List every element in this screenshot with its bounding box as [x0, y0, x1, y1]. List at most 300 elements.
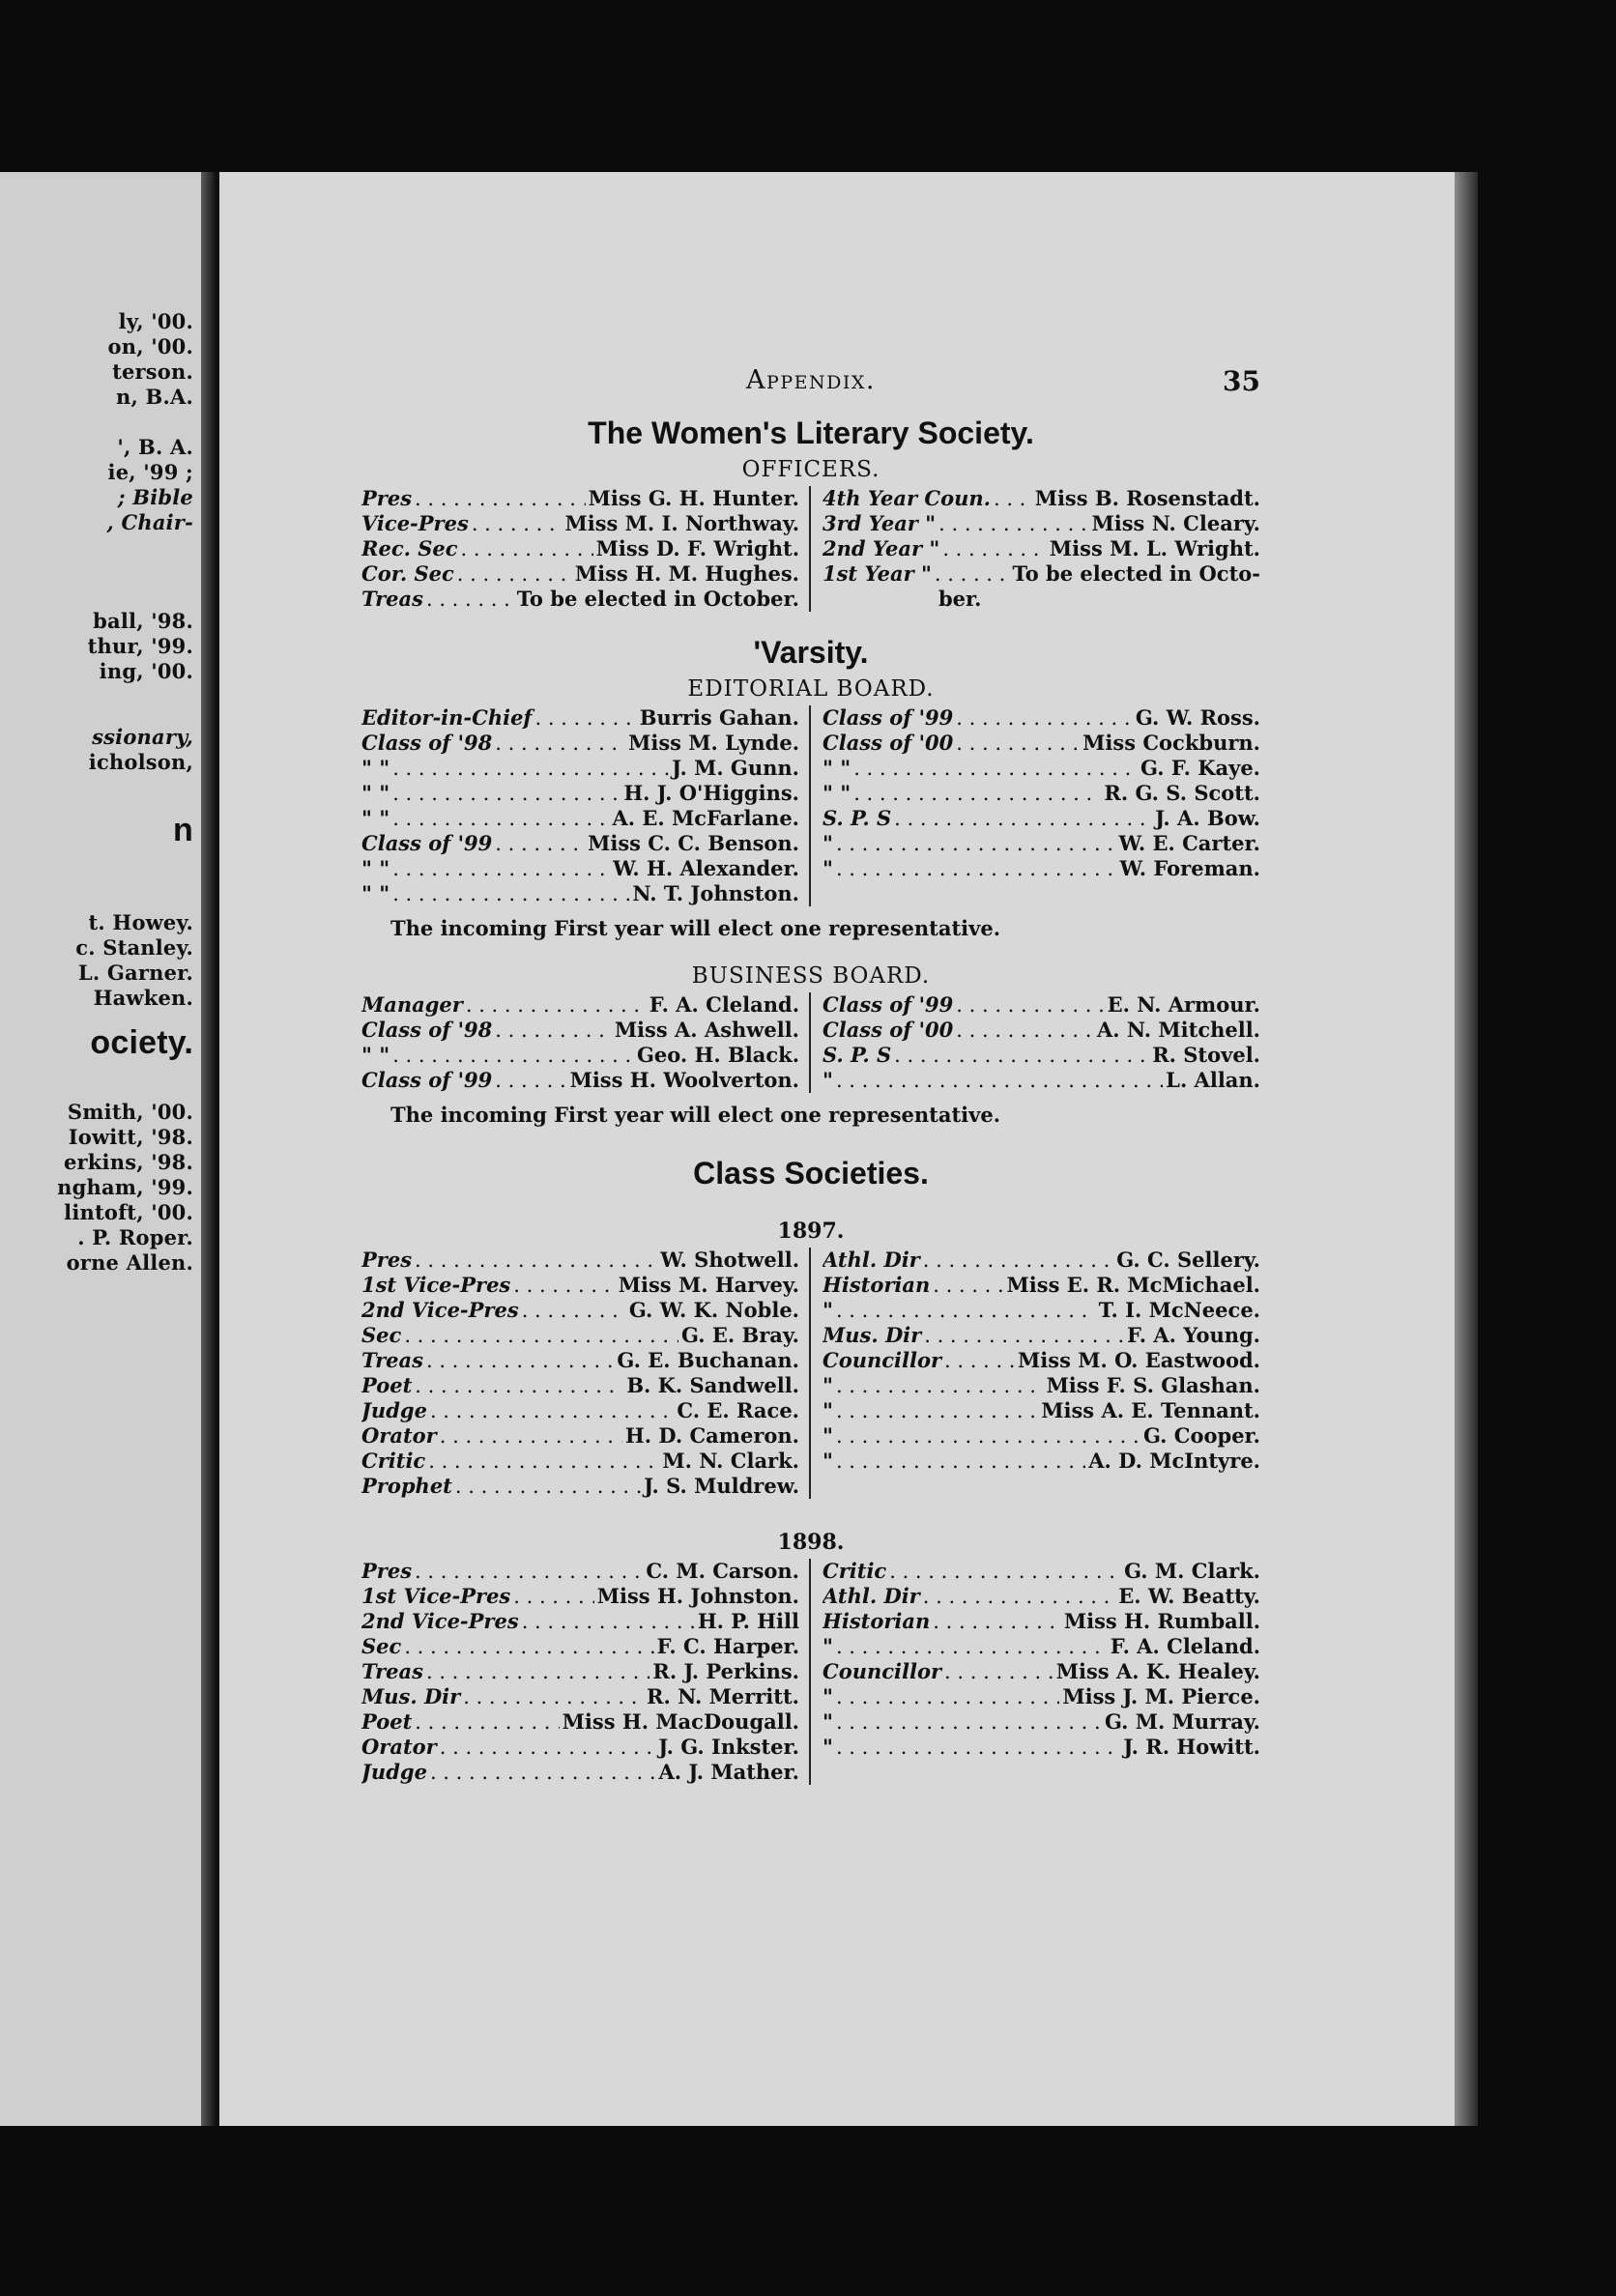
left-page-text: c. Stanley.: [75, 935, 193, 960]
entry-label: " ": [822, 781, 851, 805]
leader-dots: [836, 1373, 1044, 1398]
directory-entry: [822, 1298, 1260, 1323]
leader-dots: [495, 831, 585, 856]
entry-label: Councillor: [822, 1348, 942, 1372]
entry-value: N. T. Johnston.: [632, 881, 799, 905]
entry-label: Mus. Dir: [361, 1684, 461, 1708]
entry-value: R. N. Merritt.: [647, 1684, 799, 1708]
left-page-text: Smith, '00.: [67, 1100, 193, 1124]
entry-label: " ": [822, 756, 851, 780]
leader-dots: [426, 1659, 649, 1684]
left-page-text: . P. Roper.: [77, 1225, 193, 1249]
leader-dots: [466, 992, 647, 1018]
left-page-text: , Chair-: [106, 510, 193, 534]
directory-entry: [361, 705, 799, 731]
entry-label: 2nd Vice-Pres: [361, 1609, 519, 1633]
left-page-text: terson.: [112, 359, 193, 384]
left-page-text: on, '00.: [107, 334, 193, 359]
entry-value: Miss H. Woolverton.: [569, 1068, 799, 1092]
entry-label: Class of '98: [361, 731, 493, 755]
entry-label: ": [822, 1709, 833, 1734]
directory-entry: [822, 1398, 1260, 1423]
entry-label: Treas: [361, 587, 423, 611]
directory-entry: [361, 1709, 799, 1735]
entry-value: J. S. Muldrew.: [644, 1474, 799, 1498]
entry-value: R. G. S. Scott.: [1104, 781, 1260, 805]
officers-table: [361, 486, 1260, 612]
entry-label: Pres: [361, 486, 413, 510]
entry-value: W. H. Alexander.: [613, 856, 799, 880]
business-board-heading: BUSINESS BOARD.: [691, 963, 931, 989]
entry-value: M. N. Clark.: [662, 1449, 799, 1473]
directory-entry: [822, 705, 1260, 731]
left-page-text: t. Howey.: [88, 910, 193, 934]
entry-label: Orator: [361, 1735, 437, 1759]
year-1898-heading: 1898.: [777, 1530, 845, 1555]
entry-label: ": [822, 1068, 833, 1092]
left-page-text: ly, '00.: [118, 309, 193, 333]
entry-value: C. M. Carson.: [646, 1559, 799, 1583]
entry-value: F. A. Cleland.: [649, 992, 799, 1017]
entry-value: G. E. Buchanan.: [617, 1348, 799, 1372]
entry-value: B. K. Sandwell.: [626, 1373, 799, 1397]
left-page-text: lintoft, '00.: [64, 1200, 193, 1224]
leader-dots: [853, 756, 1138, 781]
entry-label: " ": [361, 806, 390, 830]
leader-dots: [461, 536, 593, 561]
leader-dots: [495, 1068, 566, 1093]
leader-dots: [836, 1449, 1085, 1474]
entry-label: " ": [361, 1043, 390, 1067]
leader-dots: [836, 1709, 1102, 1735]
leader-dots: [889, 1559, 1121, 1584]
directory-entry: [361, 1323, 799, 1348]
directory-entry: [822, 806, 1260, 831]
directory-entry: [822, 731, 1260, 756]
class-1898-right-column: [811, 1559, 1260, 1785]
directory-entry: [822, 1684, 1260, 1709]
left-page-text: ngham, '99.: [57, 1175, 193, 1199]
entry-label: Historian: [822, 1273, 931, 1297]
directory-entry: [822, 1348, 1260, 1373]
entry-label: S. P. S: [822, 806, 892, 830]
class-societies-title: Class Societies.: [693, 1156, 929, 1191]
entry-value: H. J. O'Higgins.: [623, 781, 799, 805]
entry-label: 3rd Year ": [822, 511, 937, 535]
entry-label: Historian: [822, 1609, 931, 1633]
entry-value: Geo. H. Black.: [637, 1043, 799, 1067]
entry-value: Miss M. O. Eastwood.: [1018, 1348, 1260, 1372]
directory-entry: [822, 511, 1260, 536]
leader-dots: [923, 1584, 1115, 1609]
directory-entry: [361, 561, 799, 587]
directory-entry: [361, 756, 799, 781]
directory-entry: [822, 1043, 1260, 1068]
entry-label: Judge: [361, 1398, 427, 1422]
entry-value: T. I. McNeece.: [1098, 1298, 1260, 1322]
entry-value: G. M. Murray.: [1104, 1709, 1260, 1734]
entry-label: Class of '00: [822, 1018, 954, 1042]
entry-value: Miss E. R. McMichael.: [1006, 1273, 1260, 1297]
entry-value: J. M. Gunn.: [672, 756, 799, 780]
entry-value: A. D. McIntyre.: [1088, 1449, 1260, 1473]
directory-entry: [361, 511, 799, 536]
leader-dots: [836, 1423, 1140, 1449]
entry-label: Athl. Dir: [822, 1248, 920, 1272]
business-board-table: [361, 992, 1260, 1093]
directory-entry: [361, 1609, 799, 1634]
entry-label: " ": [361, 756, 390, 780]
directory-entry: [822, 486, 1260, 511]
left-page-text: Iowitt, '98.: [68, 1125, 193, 1149]
running-title: Appendix.: [746, 365, 876, 395]
directory-entry: [822, 781, 1260, 806]
directory-entry: [822, 1323, 1260, 1348]
entry-label: S. P. S: [822, 1043, 892, 1067]
entry-value: G. W. Ross.: [1135, 705, 1260, 730]
entry-label: Class of '99: [361, 831, 493, 855]
entry-label: ": [822, 1634, 833, 1658]
leader-dots: [392, 756, 669, 781]
class-1897-right-column: [811, 1248, 1260, 1499]
entry-value: E. N. Armour.: [1107, 992, 1260, 1017]
entry-label: Poet: [361, 1373, 413, 1397]
directory-entry: [822, 1709, 1260, 1735]
editorial-board-heading: EDITORIAL BOARD.: [687, 676, 935, 702]
entry-label: Sec: [361, 1634, 402, 1658]
leader-dots: [944, 1659, 1053, 1684]
entry-value: G. M. Clark.: [1124, 1559, 1260, 1583]
left-page-text: ', B. A.: [117, 435, 193, 459]
entry-value: A. N. Mitchell.: [1097, 1018, 1260, 1042]
directory-entry: [361, 881, 799, 906]
directory-entry: [822, 1609, 1260, 1634]
entry-value: Miss H. Rumball.: [1063, 1609, 1260, 1633]
entry-value: F. A. Cleland.: [1110, 1634, 1260, 1658]
entry-label: Judge: [361, 1760, 427, 1784]
leader-dots: [455, 1474, 641, 1499]
directory-entry: [822, 1068, 1260, 1093]
entry-label: ": [822, 1398, 833, 1422]
entry-label: 1st Vice-Pres: [361, 1584, 511, 1608]
entry-value: C. E. Race.: [677, 1398, 799, 1422]
entry-value: F. A. Young.: [1126, 1323, 1260, 1347]
editorial-board-table: [361, 705, 1260, 906]
directory-entry: [822, 1423, 1260, 1449]
entry-label: 4th Year Coun.: [822, 486, 991, 510]
directory-entry: [361, 831, 799, 856]
entry-label: Editor-in-Chief: [361, 705, 533, 730]
leader-dots: [836, 1634, 1108, 1659]
entry-label: Class of '99: [822, 705, 954, 730]
entry-label: Pres: [361, 1559, 413, 1583]
entry-value: W. Shotwell.: [660, 1248, 799, 1272]
entry-label: ": [822, 1735, 833, 1759]
entry-value: W. Foreman.: [1119, 856, 1260, 880]
leader-dots: [935, 561, 1010, 587]
directory-entry: [822, 536, 1260, 561]
left-page-text: icholson,: [88, 750, 193, 774]
left-page-text: ssionary,: [92, 725, 193, 749]
left-page-text: orne Allen.: [66, 1250, 193, 1275]
business-right-column: [811, 992, 1260, 1093]
entry-label: Rec. Sec: [361, 536, 458, 560]
leader-dots: [404, 1634, 653, 1659]
leader-dots: [392, 806, 609, 831]
officers-left-column: [361, 486, 811, 612]
leader-dots: [392, 1043, 634, 1068]
leader-dots: [836, 1398, 1038, 1423]
leader-dots: [924, 1323, 1124, 1348]
entry-value: ber.: [938, 587, 982, 611]
officers-heading: OFFICERS.: [741, 457, 880, 482]
leader-dots: [933, 1273, 1003, 1298]
left-page-text: ociety.: [90, 1024, 193, 1061]
entry-value: Miss M. I. Northway.: [564, 511, 799, 535]
varsity-title: 'Varsity.: [753, 635, 869, 670]
directory-entry: [361, 731, 799, 756]
leader-dots: [534, 705, 636, 731]
left-page-text: erkins, '98.: [63, 1150, 193, 1174]
entry-label: Poet: [361, 1709, 413, 1734]
directory-entry: [361, 1735, 799, 1760]
entry-value: Miss M. Lynde.: [628, 731, 799, 755]
directory-entry: [361, 536, 799, 561]
leader-dots: [392, 781, 620, 806]
entry-label: 1st Vice-Pres: [361, 1273, 511, 1297]
editorial-left-column: [361, 705, 811, 906]
editorial-right-column: [811, 705, 1260, 906]
entry-label: Critic: [361, 1449, 426, 1473]
directory-entry: [361, 1248, 799, 1273]
leader-dots: [415, 486, 586, 511]
directory-entry: [361, 1348, 799, 1373]
directory-entry: [361, 856, 799, 881]
entry-label: ": [822, 856, 833, 880]
directory-entry: [361, 1018, 799, 1043]
leader-dots: [956, 992, 1104, 1018]
entry-value: G. C. Sellery.: [1116, 1248, 1260, 1272]
directory-entry: [822, 1634, 1260, 1659]
leader-dots: [428, 1449, 659, 1474]
directory-entry: [361, 1474, 799, 1499]
leader-dots: [956, 1018, 1094, 1043]
directory-entry: [361, 1043, 799, 1068]
left-page-text: L. Garner.: [77, 961, 193, 985]
leader-dots: [472, 511, 563, 536]
leader-dots: [440, 1423, 622, 1449]
directory-entry: [822, 1584, 1260, 1609]
entry-label: Manager: [361, 992, 463, 1017]
directory-entry: [822, 587, 1260, 612]
officers-right-column: [811, 486, 1260, 612]
entry-value: Miss F. S. Glashan.: [1046, 1373, 1260, 1397]
entry-label: 2nd Vice-Pres: [361, 1298, 519, 1322]
leader-dots: [495, 1018, 612, 1043]
entry-value: J. R. Howitt.: [1123, 1735, 1260, 1759]
directory-entry: [822, 1735, 1260, 1760]
leader-dots: [430, 1398, 674, 1423]
directory-entry: [822, 561, 1260, 587]
entry-value: F. C. Harper.: [656, 1634, 799, 1658]
leader-dots: [440, 1735, 656, 1760]
leader-dots: [894, 1043, 1149, 1068]
directory-entry: [361, 1398, 799, 1423]
leader-dots: [404, 1323, 678, 1348]
entry-label: " ": [361, 881, 390, 905]
left-page-text: n, B.A.: [116, 385, 193, 409]
leader-dots: [994, 486, 1032, 511]
entry-value: Miss A. Ashwell.: [614, 1018, 799, 1042]
leader-dots: [392, 856, 610, 881]
left-page-text: Hawken.: [93, 986, 193, 1010]
entry-label: Orator: [361, 1423, 437, 1448]
leader-dots: [415, 1709, 559, 1735]
entry-label: Councillor: [822, 1659, 942, 1683]
directory-entry: [361, 1373, 799, 1398]
entry-label: 1st Year ": [822, 561, 932, 586]
directory-entry: [822, 1449, 1260, 1474]
leader-dots: [942, 536, 1047, 561]
directory-entry: [822, 1659, 1260, 1684]
entry-value: L. Allan.: [1166, 1068, 1260, 1092]
entry-value: Miss M. Harvey.: [618, 1273, 799, 1297]
entry-value: Miss H. M. Hughes.: [574, 561, 799, 586]
directory-entry: [822, 756, 1260, 781]
entry-label: Treas: [361, 1659, 423, 1683]
entry-label: Class of '98: [361, 1018, 493, 1042]
directory-entry: [822, 1018, 1260, 1043]
entry-value: Miss A. E. Tennant.: [1041, 1398, 1260, 1422]
directory-entry: [822, 1273, 1260, 1298]
class-1897-table: [361, 1248, 1260, 1499]
leader-dots: [836, 1298, 1096, 1323]
directory-entry: [361, 781, 799, 806]
directory-entry: [361, 1449, 799, 1474]
entry-value: A. E. McFarlane.: [612, 806, 799, 830]
leader-dots: [522, 1298, 626, 1323]
directory-entry: [822, 1559, 1260, 1584]
entry-value: Miss M. L. Wright.: [1049, 536, 1260, 560]
entry-label: ": [822, 1423, 833, 1448]
directory-entry: [361, 1068, 799, 1093]
directory-entry: [822, 1373, 1260, 1398]
entry-value: To be elected in October.: [516, 587, 799, 611]
entry-label: Critic: [822, 1559, 887, 1583]
directory-entry: [361, 1559, 799, 1584]
class-1897-left-column: [361, 1248, 811, 1499]
directory-entry: [822, 856, 1260, 881]
leader-dots: [836, 831, 1116, 856]
entry-label: ": [822, 1298, 833, 1322]
leader-dots: [457, 561, 572, 587]
leader-dots: [430, 1760, 656, 1785]
directory-entry: [361, 806, 799, 831]
entry-label: Class of '00: [822, 731, 954, 755]
leader-dots: [836, 1068, 1163, 1093]
entry-label: Athl. Dir: [822, 1584, 920, 1608]
entry-value: G. W. K. Noble.: [628, 1298, 799, 1322]
leader-dots: [853, 781, 1101, 806]
directory-entry: [361, 1634, 799, 1659]
entry-value: Miss G. H. Hunter.: [588, 486, 799, 510]
leader-dots: [956, 731, 1080, 756]
directory-entry: [361, 1423, 799, 1449]
womens-literary-society-title: The Women's Literary Society.: [588, 416, 1034, 450]
directory-entry: [361, 486, 799, 511]
leader-dots: [522, 1609, 695, 1634]
page-number: 35: [1223, 365, 1260, 397]
business-left-column: [361, 992, 811, 1093]
entry-label: Pres: [361, 1248, 413, 1272]
entry-value: R. Stovel.: [1152, 1043, 1260, 1067]
entry-label: Mus. Dir: [822, 1323, 922, 1347]
entry-label: ": [822, 831, 833, 855]
leader-dots: [426, 1348, 614, 1373]
entry-label: 2nd Year ": [822, 536, 940, 560]
entry-value: Miss B. Rosenstadt.: [1034, 486, 1260, 510]
year-1897-heading: 1897.: [777, 1219, 845, 1244]
entry-value: E. W. Beatty.: [1118, 1584, 1260, 1608]
left-page-text: ; Bible: [117, 485, 193, 509]
entry-label: " ": [361, 781, 390, 805]
leader-dots: [956, 705, 1133, 731]
entry-value: Miss C. C. Benson.: [588, 831, 799, 855]
leader-dots: [392, 881, 629, 906]
business-note: The incoming First year will elect one representative.: [390, 1103, 1001, 1127]
leader-dots: [938, 511, 1088, 536]
class-1898-left-column: [361, 1559, 811, 1785]
left-page-text: n: [173, 812, 193, 848]
left-page-text: ie, '99 ;: [107, 460, 193, 484]
entry-label: Class of '99: [822, 992, 954, 1017]
entry-value: H. D. Cameron.: [624, 1423, 799, 1448]
leader-dots: [495, 731, 625, 756]
entry-value: Burris Gahan.: [639, 705, 799, 730]
directory-entry: [822, 831, 1260, 856]
entry-value: G. F. Kaye.: [1140, 756, 1260, 780]
directory-entry: [822, 1248, 1260, 1273]
entry-value: G. E. Bray.: [681, 1323, 799, 1347]
editorial-note: The incoming First year will elect one representative.: [390, 916, 1001, 940]
leader-dots: [923, 1248, 1113, 1273]
leader-dots: [513, 1273, 616, 1298]
leader-dots: [933, 1609, 1061, 1634]
entry-value: To be elected in Octo-: [1012, 561, 1260, 586]
directory-entry: [361, 1273, 799, 1298]
entry-value: J. G. Inkster.: [658, 1735, 799, 1759]
page-edge: [1455, 172, 1478, 2126]
directory-entry: [822, 992, 1260, 1018]
entry-value: A. J. Mather.: [658, 1760, 799, 1784]
directory-entry: [361, 1584, 799, 1609]
entry-label: Prophet: [361, 1474, 452, 1498]
directory-entry: [361, 1760, 799, 1785]
directory-entry: [361, 992, 799, 1018]
entry-value: G. Cooper.: [1142, 1423, 1260, 1448]
entry-value: Miss Cockburn.: [1082, 731, 1260, 755]
left-page-text: ing, '00.: [99, 659, 193, 683]
entry-value: W. E. Carter.: [1118, 831, 1260, 855]
entry-label: ": [822, 1449, 833, 1473]
leader-dots: [415, 1248, 657, 1273]
entry-value: R. J. Perkins.: [652, 1659, 799, 1683]
entry-value: H. P. Hill: [697, 1609, 799, 1633]
entry-label: ": [822, 1373, 833, 1397]
entry-label: " ": [361, 856, 390, 880]
entry-label: Treas: [361, 1348, 423, 1372]
directory-entry: [361, 1684, 799, 1709]
